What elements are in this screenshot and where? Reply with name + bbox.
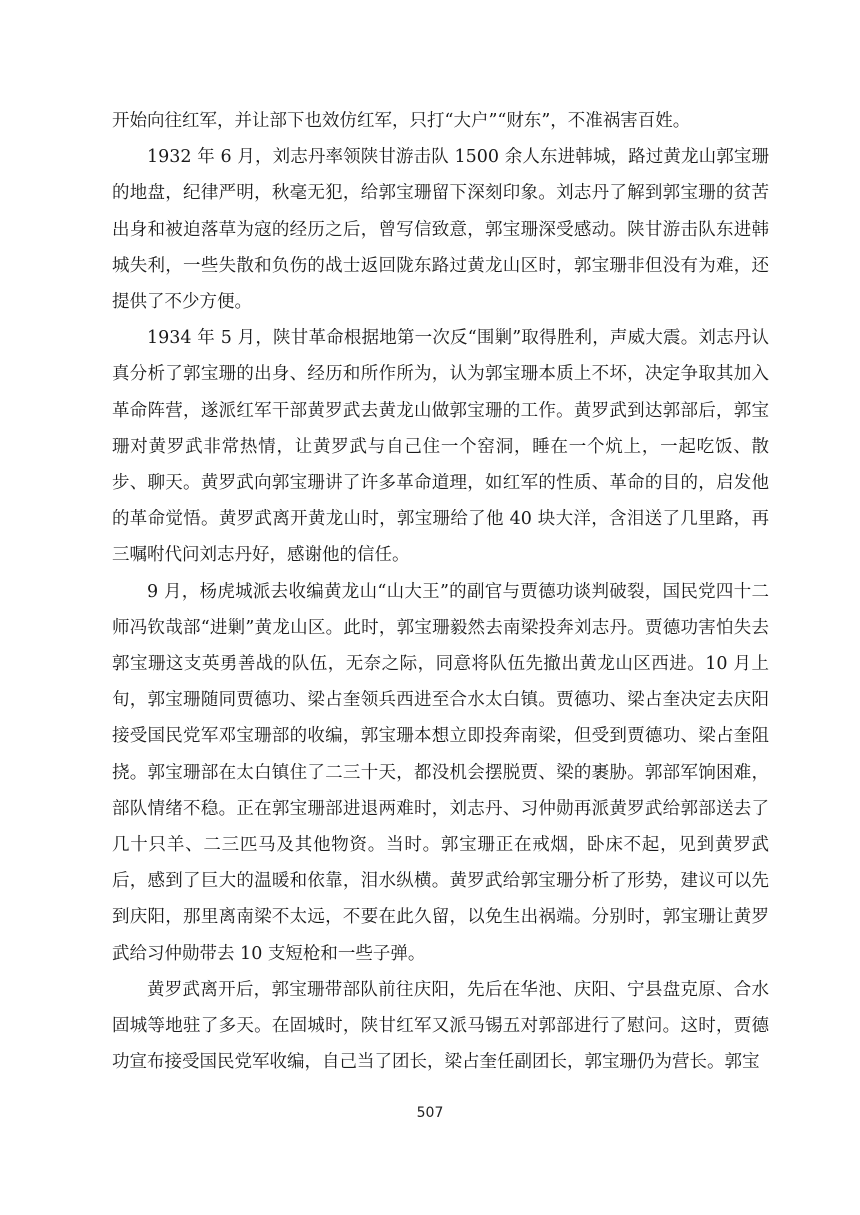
page-number: 507 xyxy=(416,1105,444,1121)
paragraph-4: 9 月，杨虎城派去收编黄龙山“山大王”的副官与贾德功谈判破裂，国民党四十二师冯钦哉部“进剿”黄龙山区。此时，郭宝珊毅然去南梁投奔刘志丹。贾德功害怕失去郭宝珊这支英勇善战的队伍，无奈之际，同意将队伍先撤出黄龙山区西进。10 月上旬，郭宝珊随同贾德功、梁占奎领兵西进至合水太白镇。贾德功、梁占奎决定去庆阳接受国民党军邓宝珊部的收编，郭宝珊本想立即投奔南梁，但受到贾德功、梁占奎阻挠。郭宝珊部在太白镇住了二三十天，都没机会摆脱贾、梁的裹胁。郭部军饷困难，部队情绪不稳。正在郭宝珊部进退两难时，刘志丹、习仲勋再派黄罗武给郭部送去了几十只羊、二三匹马及其他物资。当时。郭宝珊正在戒烟，卧床不起，见到黄罗武后，感到了巨大的温暖和依靠，泪水纵横。黄罗武给郭宝珊分析了形势，建议可以先到庆阳，那里离南梁不太远，不要在此久留，以免生出祸端。分别时，郭宝珊让黄罗武给习仲勋带去 10 支短枪和一些子弹。 xyxy=(112,581,769,964)
paragraph-5: 黄罗武离开后，郭宝珊带部队前往庆阳，先后在华池、庆阳、宁县盘克原、合水固城等地驻了多天。在固城时，陕甘红军又派马锡五对郭部进行了慰问。这时，贾德功宣布接受国民党军收编，自己当了团长，梁占奎任副团长，郭宝珊仍为营长。郭宝 xyxy=(112,979,769,1073)
paragraph-2: 1932 年 6 月，刘志丹率领陕甘游击队 1500 余人东进韩城，路过黄龙山郭宝珊的地盘，纪律严明，秋毫无犯，给郭宝珊留下深刻印象。刘志丹了解到郭宝珊的贫苦出身和被迫落草为寇的经历之后，曾写信致意，郭宝珊深受感动。陕甘游击队东进韩城失利，一些失散和负伤的战士返回陇东路过黄龙山区时，郭宝珊非但没有为难，还提供了不少方便。 xyxy=(112,147,769,313)
paragraph-3: 1934 年 5 月，陕甘革命根据地第一次反“围剿”取得胜利，声威大震。刘志丹认真分析了郭宝珊的出身、经历和所作所为，认为郭宝珊本质上不坏，决定争取其加入革命阵营，遂派红军干部黄罗武去黄龙山做郭宝珊的工作。黄罗武到达郭部后，郭宝珊对黄罗武非常热情，让黄罗武与自己住一个窑洞，睡在一个炕上，一起吃饭、散步、聊天。黄罗武向郭宝珊讲了许多革命道理，如红军的性质、革命的目的，启发他的革命觉悟。黄罗武离开黄龙山时，郭宝珊给了他 40 块大洋，含泪送了几里路，再三嘱咐代问刘志丹好，感谢他的信任。 xyxy=(112,328,769,566)
document-body xyxy=(112,103,769,1080)
paragraph-1: 开始向往红军，并让部下也效仿红军，只打“大户”“财东”，不准祸害百姓。 xyxy=(112,111,691,131)
